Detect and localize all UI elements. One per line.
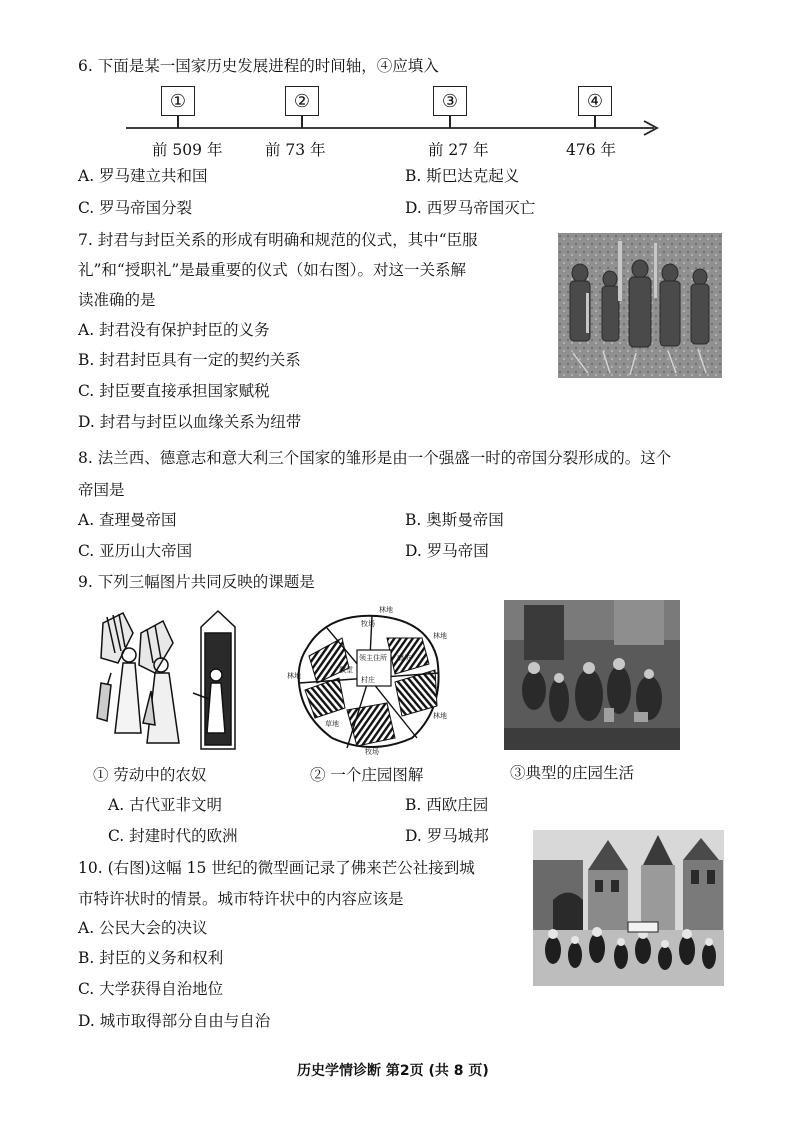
q9-option-d: D. 罗马城邦 bbox=[405, 827, 489, 845]
homage-ceremony-image bbox=[558, 233, 722, 378]
timeline-year-3: 前 27 年 bbox=[428, 141, 489, 159]
q7-option-d: D. 封君与封臣以血缘关系为纽带 bbox=[78, 413, 302, 431]
q8-stem-line-2: 帝国是 bbox=[78, 481, 125, 499]
map-label-church: 教堂 bbox=[339, 666, 353, 674]
map-label-pasture-top: 牧场 bbox=[361, 620, 375, 628]
timeline-year-4: 476 年 bbox=[566, 141, 617, 159]
q8-option-c: C. 亚历山大帝国 bbox=[78, 542, 193, 560]
q9-option-a: A. 古代亚非文明 bbox=[108, 796, 223, 814]
map-label-forest-left: 林地 bbox=[287, 672, 301, 680]
q9-stem: 9. 下列三幅图片共同反映的课题是 bbox=[78, 573, 315, 591]
q7-option-b: B. 封君封臣具有一定的契约关系 bbox=[78, 351, 301, 369]
q7-option-a: A. 封君没有保护封臣的义务 bbox=[78, 321, 270, 339]
q6-option-d: D. 西罗马帝国灭亡 bbox=[405, 199, 536, 217]
map-label-meadow: 草地 bbox=[325, 720, 339, 728]
serfs-at-work-image bbox=[93, 603, 243, 751]
map-label-forest-top: 林地 bbox=[379, 606, 393, 614]
q6-option-a: A. 罗马建立共和国 bbox=[78, 167, 208, 185]
town-charter-miniature-image bbox=[533, 830, 724, 986]
manor-diagram-image bbox=[287, 598, 452, 758]
map-label-mill: 磨坊 bbox=[397, 654, 411, 662]
timeline-box-2: ② bbox=[285, 86, 319, 116]
q10-option-a: A. 公民大会的决议 bbox=[78, 919, 208, 937]
q8-option-d: D. 罗马帝国 bbox=[405, 542, 489, 560]
map-label-lord: 领主住所 bbox=[359, 654, 387, 662]
q6-option-c: C. 罗马帝国分裂 bbox=[78, 199, 193, 217]
q7-stem-line-3: 读准确的是 bbox=[78, 291, 156, 309]
q6-option-b: B. 斯巴达克起义 bbox=[405, 167, 520, 185]
q10-option-b: B. 封臣的义务和权利 bbox=[78, 949, 224, 967]
page-footer: 历史学情诊断 第2页 (共 8 页) bbox=[297, 1063, 489, 1079]
map-label-forest-right-low: 林地 bbox=[433, 712, 447, 720]
q7-stem-line-2: 礼”和“授职礼”是最重要的仪式（如右图）。对这一关系解 bbox=[78, 261, 467, 279]
q8-option-b: B. 奥斯曼帝国 bbox=[405, 511, 504, 529]
q10-option-d: D. 城市取得部分自由与自治 bbox=[78, 1012, 271, 1030]
q10-option-c: C. 大学获得自治地位 bbox=[78, 980, 224, 998]
q9-option-c: C. 封建时代的欧洲 bbox=[108, 827, 238, 845]
q8-option-a: A. 查理曼帝国 bbox=[78, 511, 177, 529]
timeline-box-1: ① bbox=[161, 86, 195, 116]
timeline-box-4: ④ bbox=[578, 86, 612, 116]
q10-stem-line-1: 10. (右图)这幅 15 世纪的微型画记录了佛来芒公社接到城 bbox=[78, 859, 475, 877]
timeline-box-3: ③ bbox=[433, 86, 467, 116]
timeline-axis bbox=[120, 118, 665, 138]
timeline-tick-3 bbox=[449, 116, 451, 128]
q9-caption-3: ③典型的庄园生活 bbox=[510, 764, 635, 782]
timeline-tick-2 bbox=[301, 116, 303, 128]
q10-stem-line-2: 市特许状时的情景。城市特许状中的内容应该是 bbox=[78, 890, 404, 908]
map-label-forest-right: 林地 bbox=[433, 632, 447, 640]
timeline-tick-1 bbox=[177, 116, 179, 128]
q9-caption-1: ① 劳动中的农奴 bbox=[93, 766, 207, 784]
map-label-village: 村庄 bbox=[361, 676, 375, 684]
timeline-tick-4 bbox=[594, 116, 596, 128]
q9-option-b: B. 西欧庄园 bbox=[405, 796, 489, 814]
q7-stem-line-1: 7. 封君与封臣关系的形成有明确和规范的仪式，其中“臣服 bbox=[78, 231, 478, 249]
q8-stem-line-1: 8. 法兰西、德意志和意大利三个国家的雏形是由一个强盛一时的帝国分裂形成的。这个 bbox=[78, 449, 672, 467]
q9-caption-2: ② 一个庄园图解 bbox=[310, 766, 424, 784]
manor-life-image bbox=[504, 600, 680, 750]
map-label-pasture-bottom: 牧场 bbox=[365, 748, 379, 756]
q6-stem: 6. 下面是某一国家历史发展进程的时间轴，④应填入 bbox=[78, 57, 439, 75]
timeline-year-1: 前 509 年 bbox=[152, 141, 223, 159]
q7-option-c: C. 封臣要直接承担国家赋税 bbox=[78, 382, 270, 400]
timeline-year-2: 前 73 年 bbox=[265, 141, 326, 159]
